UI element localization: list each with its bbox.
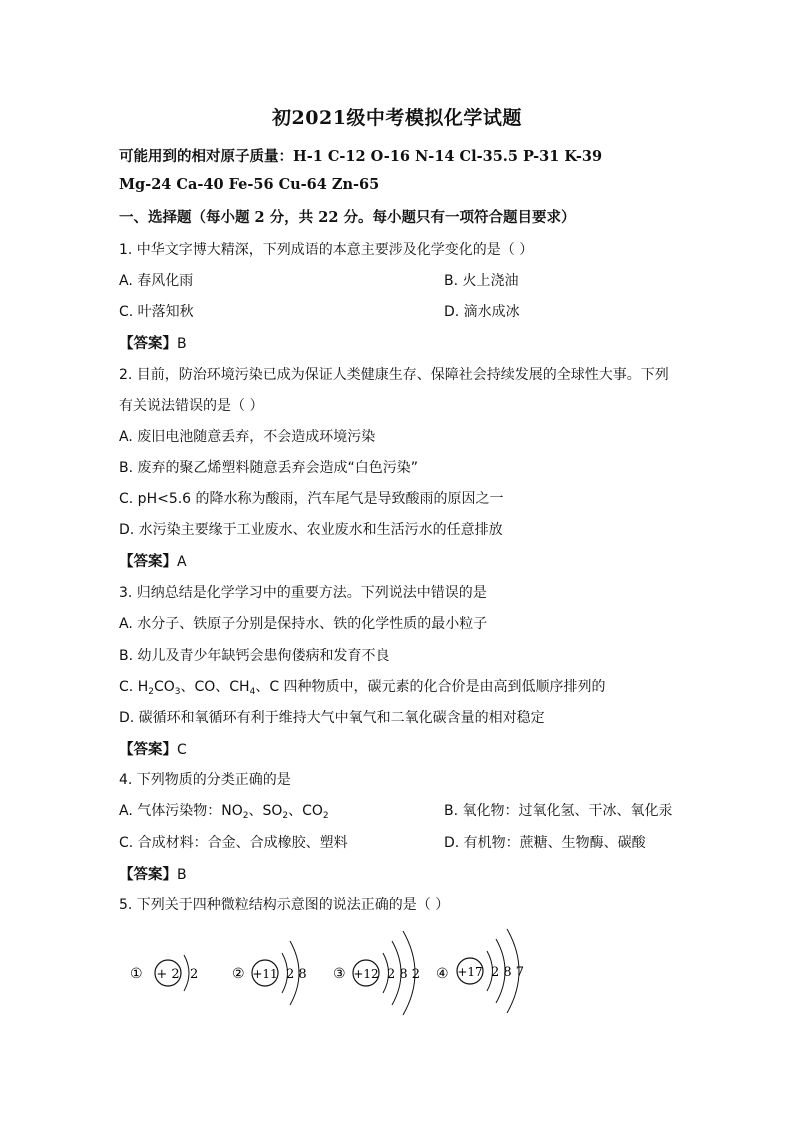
q4-a-text: 、SO: [248, 803, 283, 819]
particle-2-diagram: [232, 941, 307, 1005]
q3-stem: 3. 归纳总结是化学学习中的重要方法。下列说法中错误的是: [119, 585, 487, 601]
q4-stem: 4. 下列物质的分类正确的是: [119, 772, 291, 788]
q3-c-formula: 、CO、CH: [180, 679, 250, 695]
atomic-mass-line-1: 可能用到的相对原子质量：H-1 C-12 O-16 N-14 Cl-35.5 P-31 K-39: [119, 148, 603, 165]
q3-c-sub: 2: [148, 687, 154, 697]
q4-option-b: B. 氧化物：过氧化氢、干冰、氧化汞: [444, 803, 673, 819]
q3-c-formula: H: [137, 679, 149, 695]
q2-answer-value: A: [177, 554, 187, 570]
particle-label: ③: [333, 966, 346, 982]
q4-option-a: [119, 800, 329, 821]
q4-a-sub: 2: [242, 811, 249, 821]
q3-option-c: [119, 676, 606, 697]
nucleus-charge: +17: [457, 965, 483, 979]
answer-label: 【答案】: [119, 741, 177, 758]
nucleus-charge: +12: [353, 967, 379, 981]
q2-option-b: B. 废弃的聚乙烯塑料随意丢弃会造成“白色污染”: [119, 460, 419, 476]
q1-option-d: D. 滴水成冰: [444, 304, 520, 320]
q3-answer-value: C: [177, 742, 187, 758]
q3-c-sub: 3: [174, 687, 181, 697]
page-title: 初2021级中考模拟化学试题: [272, 107, 522, 129]
q3-c-formula: CO: [153, 679, 175, 695]
q4-a-text: A. 气体污染物：NO: [119, 803, 243, 819]
q4-option-c: C. 合成材料：合金、合成橡胶、塑料: [119, 835, 348, 851]
electron-counts: 2 8 2: [387, 967, 421, 982]
particle-4-diagram: [436, 929, 524, 1013]
q5-stem: 5. 下列关于四种微粒结构示意图的说法正确的是（ ）: [119, 897, 450, 913]
q3-c-sub: 4: [249, 687, 256, 697]
q1-option-a: A. 春风化雨: [119, 273, 194, 289]
q3-option-d: D. 碳循环和氧循环有利于维持大气中氧气和二氧化碳含量的相对稳定: [119, 710, 545, 726]
particle-label: ②: [232, 966, 245, 982]
q4-a-sub: 2: [322, 811, 329, 821]
q1-option-c: C. 叶落知秋: [119, 304, 194, 320]
particle-label: ④: [436, 966, 449, 982]
electron-counts: 2 8 7: [491, 965, 525, 980]
q2-stem-2: 有关说法错误的是（ ）: [119, 398, 264, 414]
q3-option-b: B. 幼儿及青少年缺钙会患佝偻病和发育不良: [119, 648, 390, 664]
q4-answer: [119, 863, 187, 884]
q4-a-text: 、CO: [288, 803, 323, 819]
q3-c-rest: 、C 四种物质中，碳元素的化合价是由高到低顺序排列的: [255, 679, 606, 695]
answer-label: 【答案】: [119, 866, 177, 883]
electron-counts: 2 8: [286, 967, 307, 982]
answer-label: 【答案】: [119, 553, 177, 570]
atomic-mass-line-2: Mg-24 Ca-40 Fe-56 Cu-64 Zn-65: [119, 176, 380, 193]
q3-answer: [119, 738, 187, 759]
q3-option-a: A. 水分子、铁原子分别是保持水、铁的化学性质的最小粒子: [119, 616, 488, 632]
q1-option-b: B. 火上浇油: [444, 273, 519, 289]
q2-option-a: A. 废旧电池随意丢弃，不会造成环境污染: [119, 429, 376, 445]
q1-answer-value: B: [177, 336, 187, 352]
q1-stem: 1. 中华文字博大精深，下列成语的本意主要涉及化学变化的是（ ）: [119, 242, 534, 258]
q2-option-d: D. 水污染主要缘于工业废水、农业废水和生活污水的任意排放: [119, 522, 503, 538]
particle-3-diagram: [333, 931, 420, 1015]
q3-c-prefix: C.: [119, 679, 138, 695]
section-heading: 一、选择题（每小题 2 分，共 22 分。每小题只有一项符合题目要求）: [119, 209, 576, 226]
q2-answer: [119, 550, 187, 571]
nucleus-charge: +11: [252, 967, 278, 981]
particle-1-diagram: [130, 955, 198, 991]
q4-option-d: D. 有机物：蔗糖、生物酶、碳酸: [444, 835, 646, 851]
q1-answer: [119, 332, 187, 353]
answer-label: 【答案】: [119, 335, 177, 352]
q2-option-c: C. pH<5.6 的降水称为酸雨，汽车尾气是导致酸雨的原因之一: [119, 491, 504, 507]
electron-counts: 2: [190, 967, 199, 982]
q4-answer-value: B: [177, 867, 187, 883]
q2-stem-1: 2. 目前，防治环境污染已成为保证人类健康生存、保障社会持续发展的全球性大事。下列: [119, 367, 669, 383]
particle-label: ①: [130, 966, 143, 982]
atom-structure-diagrams: [120, 925, 560, 1025]
q4-a-sub: 2: [282, 811, 289, 821]
electron-shell-arc: [184, 955, 189, 991]
nucleus-charge: + 2: [156, 967, 180, 982]
